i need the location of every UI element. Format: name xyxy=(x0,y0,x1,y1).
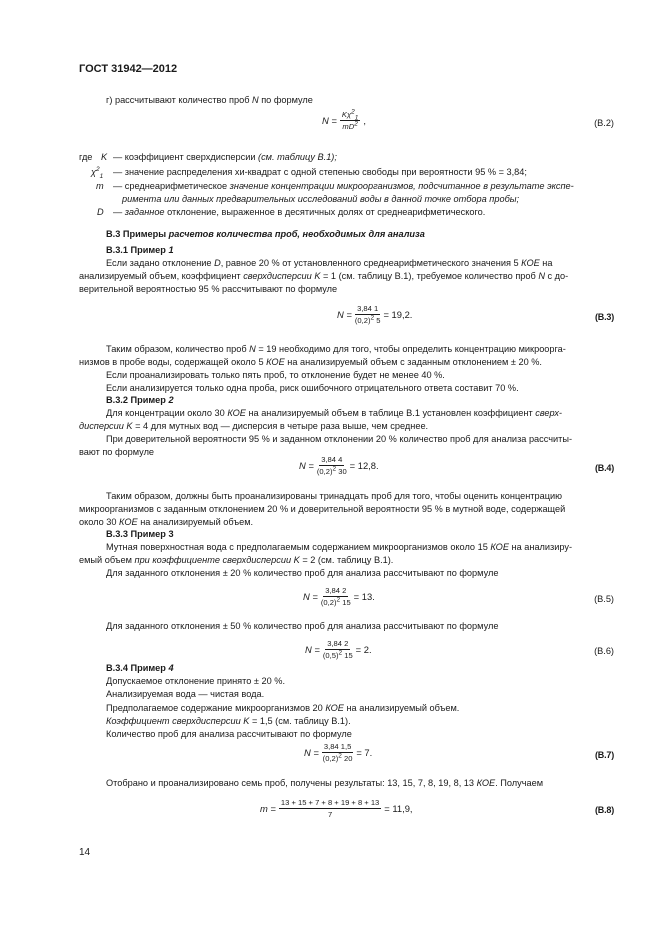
example4-line2: Анализируемая вода — чистая вода. xyxy=(106,689,265,699)
def-m: — среднеарифметическое значение концентрации микроорганизмов, подсчитанное в результате экспе- xyxy=(113,181,574,191)
example1-result-line2: низмов в пробе воды, содержащей около 5 КОЕ на анализируемый объем с заданным отклонением ± 20 %. xyxy=(79,357,542,367)
equation-number-b3: (В.3) xyxy=(595,312,614,322)
formula-b3: N = $\frac{3,84 1}{(0,2)^2 5}$ = 19,2. xyxy=(337,304,413,325)
def-m-cont: риментa или данных предварительных исследований воды в данной точке отбора пробы; xyxy=(122,194,520,204)
example2-result-line3: около 30 КОЕ на анализируемый объем. xyxy=(79,517,254,527)
def-k: — коэффициент сверхдисперсии (см. таблицу В.1); xyxy=(113,152,337,162)
section-b3-heading: В.3 Примеры расчетов количества проб, необходимых для анализа xyxy=(106,229,425,239)
equation-number-b4: (В.4) xyxy=(595,463,614,473)
where-label: где xyxy=(79,152,93,162)
example2-line4: вают по формуле xyxy=(79,447,155,457)
formula-b7: N = $\frac{3,84 1,5}{(0,2)^2 20}$ = 7. xyxy=(304,742,373,763)
formula-b6: N = $\frac{3,84 2}{(0,5)^2 15}$ = 2. xyxy=(305,639,372,660)
example2-heading: В.3.2 Пример 2 xyxy=(106,395,174,405)
example2-line2: дисперсии K = 4 для мутных вод — дисперсия в четыре раза выше, чем среднее. xyxy=(79,421,429,431)
example1-line3: верительной вероятностью 95 % рассчитывают по формуле xyxy=(79,284,338,294)
formula-b2: N = $\frac{K\chi^2_1}{mD^2}$ , xyxy=(322,108,366,131)
example1-line2: анализируемый объем, коэффициент сверхдисперсии K = 1 (см. таблицу В.1), требуемое количество проб N с до- xyxy=(79,271,569,281)
def-chi: — значение распределения хи-квадрат с одной степенью свободы при вероятности 95 % = 3,84; xyxy=(113,167,527,177)
equation-number-b6: (В.6) xyxy=(594,646,614,656)
document-header: ГОСТ 31942—2012 xyxy=(79,63,178,75)
example2-line1: Для концентрации около 30 КОЕ на анализируемый объем в таблице В.1 установлен коэффициент сверх- xyxy=(106,408,562,418)
example1-line1: Если задано отклонение D, равное 20 % от установленного среднеарифметического значения 5 КОЕ на xyxy=(106,258,553,268)
example1-result-line4: Если анализируется только одна проба, риск ошибочного отрицательного ответа составит 70 %. xyxy=(106,383,519,393)
example4-line3: Предполагаемое содержание микроорганизмов 20 КОЕ на анализируемый объем. xyxy=(106,703,460,713)
example3-line1: Мутная поверхностная вода с предполагаемым содержанием микроорганизмов около 15 КОЕ на анализиру- xyxy=(106,542,573,552)
formula-b8: m = $\frac{13 + 15 + 7 + 8 + 19 + 8 + 13}{7}$ = 11,9, xyxy=(260,798,413,819)
formula-b4: N = $\frac{3,84 4}{(0,2)^2 30}$ = 12,8. xyxy=(299,455,379,476)
formula-b5: N = $\frac{3,84 2}{(0,2)^2 15}$ = 13. xyxy=(303,586,375,607)
example3-heading: В.3.3 Пример 3 xyxy=(106,529,174,539)
def-d: — заданное отклонение, выраженное в десятичных долях от среднеарифметического. xyxy=(113,207,486,217)
example4-line6: Отобрано и проанализировано семь проб, получены результаты: 13, 15, 7, 8, 19, 8, 13 КОЕ. Получаем xyxy=(106,778,544,788)
example2-result-line2: микроорганизмов с заданным отклонением 20 % и доверительной вероятности 95 % в мутной воде, содержащей xyxy=(79,504,566,514)
page-number: 14 xyxy=(79,847,91,858)
example3-line3: Для заданного отклонения ± 20 % количество проб для анализа рассчитывают по формуле xyxy=(106,568,499,578)
example2-result-line1: Таким образом, должны быть проанализированы тринадцать проб для того, чтобы оценить концентрацию xyxy=(106,491,562,501)
example2-line3: При доверительной вероятности 95 % и заданном отклонении 20 % количество проб для анализа рассчиты- xyxy=(106,434,573,444)
equation-number-b2: (В.2) xyxy=(594,118,614,128)
example4-line5: Количество проб для анализа рассчитывают по формуле xyxy=(106,729,352,739)
term-k: K xyxy=(101,152,108,162)
example1-result-line1: Таким образом, количество проб N = 19 необходимо для того, чтобы определить концентрацию микроорга- xyxy=(106,344,566,354)
example1-result-line3: Если проанализировать только пять проб, то отклонение будет не менее 40 %. xyxy=(106,370,445,380)
equation-number-b8: (В.8) xyxy=(595,805,614,815)
example1-heading: В.3.1 Пример 1 xyxy=(106,245,174,255)
term-chi: $\chi^2_1$ xyxy=(91,165,104,180)
example4-heading: В.3.4 Пример 4 xyxy=(106,663,174,673)
equation-number-b7: (В.7) xyxy=(595,750,614,760)
term-m: m xyxy=(96,181,104,191)
example4-line1: Допускаемое отклонение принято ± 20 %. xyxy=(106,676,286,686)
example3-line2: емый объем при коэффициенте сверхдисперсии K = 2 (см. таблицу В.1). xyxy=(79,555,394,565)
example3-line4: Для заданного отклонения ± 50 % количество проб для анализа рассчитывают по формуле xyxy=(106,621,499,631)
example4-line4: Коэффициент сверхдисперсии K = 1,5 (см. таблицу В.1). xyxy=(106,716,351,726)
intro-paragraph: г) рассчитывают количество проб N по формуле xyxy=(106,95,313,105)
equation-number-b5: (В.5) xyxy=(594,594,614,604)
term-d: D xyxy=(97,207,104,217)
